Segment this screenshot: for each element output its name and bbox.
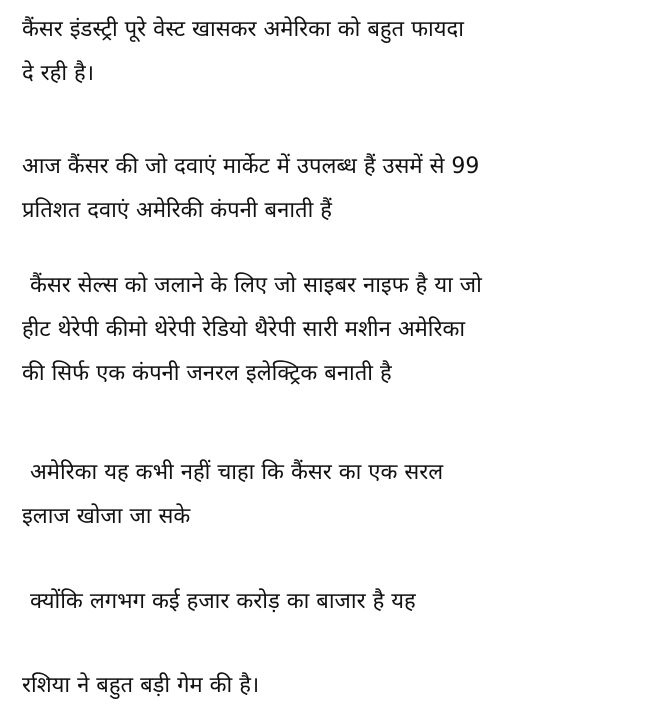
paragraph-1 xyxy=(22,8,632,96)
paragraph-2 xyxy=(22,145,632,233)
paragraph-4-line-2: इलाज खोजा जा सके xyxy=(22,504,191,529)
paragraph-5 xyxy=(22,580,632,624)
paragraph-3-line-2: हीट थेरेपी कीमो थेरेपी रेडियो थैरेपी सारी मशीन अमेरिका xyxy=(22,317,466,342)
paragraph-1-line-1: कैंसर इंडस्ट्री पूरे वेस्ट खासकर अमेरिका को बहुत फायदा xyxy=(22,17,464,42)
paragraph-3-line-1: कैंसर सेल्स को जलाने के लिए जो साइबर नाइफ है या जो xyxy=(30,273,482,298)
paragraph-2-line-1: आज कैंसर की जो दवाएं मार्केट में उपलब्ध हैं उसमें से 99 xyxy=(22,154,480,179)
paragraph-6-line-1: रशिया ने बहुत बड़ी गेम की है। xyxy=(22,673,260,698)
paragraph-1-line-2: दे रही है। xyxy=(22,61,95,86)
paragraph-3-line-3: की सिर्फ एक कंपनी जनरल इलेक्ट्रिक बनाती है xyxy=(22,361,392,386)
paragraph-6 xyxy=(22,664,632,708)
paragraph-4-line-1: अमेरिका यह कभी नहीं चाहा कि कैंसर का एक सरल xyxy=(30,460,444,485)
paragraph-5-line-1: क्योंकि लगभग कई हजार करोड़ का बाजार है यह xyxy=(30,589,416,614)
paragraph-3 xyxy=(22,264,632,396)
paragraph-2-line-2: प्रतिशत दवाएं अमेरिकी कंपनी बनाती हैं xyxy=(22,198,332,223)
paragraph-4 xyxy=(22,451,632,539)
